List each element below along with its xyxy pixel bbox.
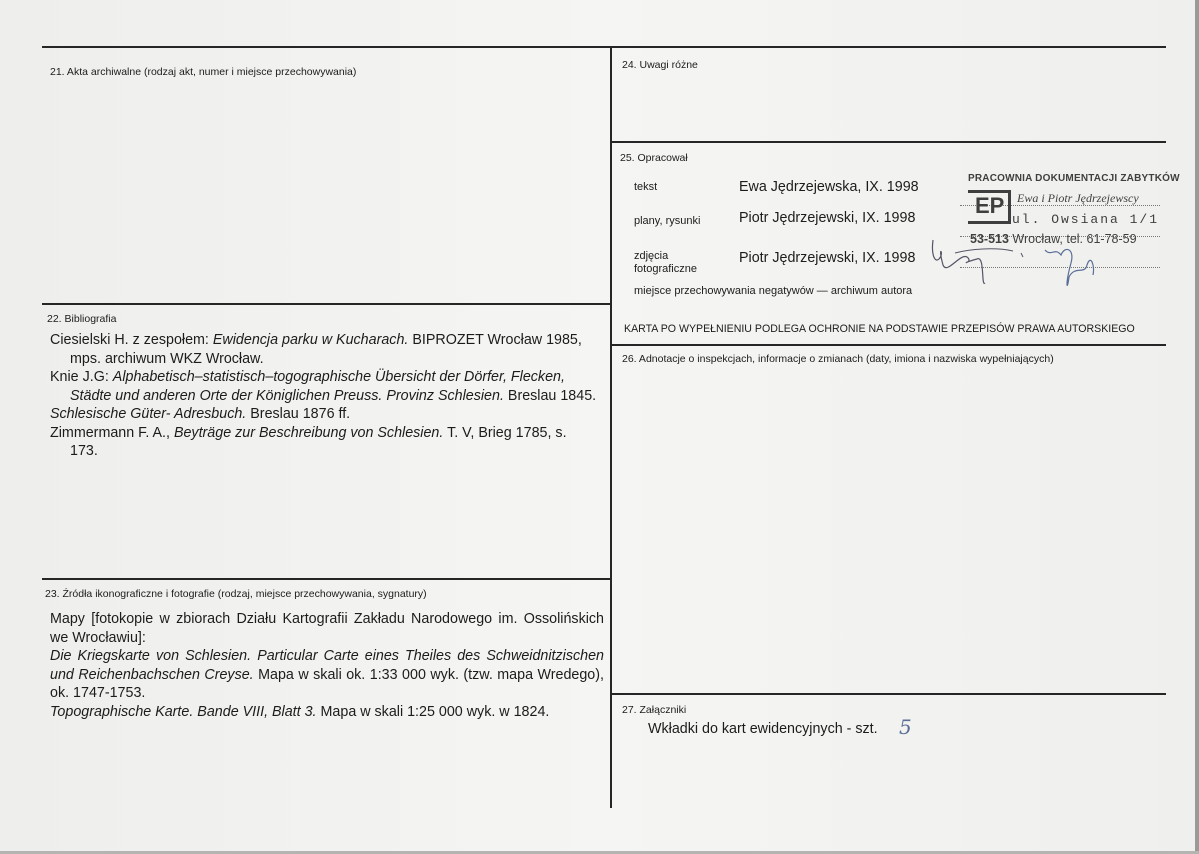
- tekst-label: tekst: [634, 181, 658, 193]
- stamp-title: PRACOWNIA DOKUMENTACJI ZABYTKÓW: [968, 173, 1180, 184]
- section-22-label: 22. Bibliografia: [47, 313, 117, 325]
- stamp-city-tel: Wrocław, tel. 61-78-59: [1008, 232, 1137, 246]
- bib-title: Beyträge zur Beschreibung von Schlesien.: [173, 424, 444, 441]
- rule-22-23: [42, 578, 610, 580]
- stamp-names: Ewa i Piotr Jędrzejewscy: [1017, 191, 1139, 205]
- signature-icon: [925, 235, 1125, 295]
- bib-details: Breslau 1845.: [503, 387, 597, 404]
- zdjecia-label: [634, 250, 697, 276]
- section-27-label: 27. Załączniki: [622, 704, 687, 716]
- section-21-label: 21. Akta archiwalne (rodzaj akt, numer i miejsce przechowywania): [50, 66, 357, 78]
- bib-author: Zimmermann F. A.,: [50, 424, 174, 441]
- map-details: Mapa w skali 1:25 000 wyk. w 1824.: [316, 703, 550, 720]
- tekst-value: Ewa Jędrzejewska, IX. 1998: [739, 179, 919, 195]
- bib-author: Ciesielski H. z zespołem:: [50, 332, 213, 348]
- map-title: Die Kriegskarte von Schlesien. Particular Carte eines Theiles des Schweidnitzischen und Reichenbachschen Creyse.: [50, 648, 604, 683]
- iconography-entry: [50, 647, 604, 703]
- bibliography-entry: [50, 331, 598, 368]
- bibliography-list: [50, 331, 598, 461]
- stamp-logo-icon: [968, 190, 1011, 224]
- iconography-entry: Mapy [fotokopie w zbiorach Działu Kartografii Zakładu Narodowego im. Ossolińskich we Wrocławiu]:: [50, 611, 604, 646]
- map-title: Topographische Karte. Bande VIII, Blatt 3.: [50, 703, 317, 720]
- attachments-value: Wkładki do kart ewidencyjnych - szt.: [648, 721, 878, 737]
- zdjecia-value: Piotr Jędrzejewski, IX. 1998: [739, 250, 916, 266]
- section-24-label: 24. Uwagi różne: [622, 59, 698, 71]
- iconography-text: [50, 610, 604, 721]
- bib-details: BIPROZET Wrocław 1985, mps. archiwum WKZ Wrocław.: [70, 332, 582, 367]
- negatives-location: miejsce przechowywania negatywów — archiwum autora: [634, 285, 913, 297]
- rule-26-27: [612, 693, 1166, 695]
- bibliography-entry: [50, 405, 598, 424]
- bibliography-entry: [50, 368, 598, 405]
- section-25-label: 25. Opracował: [620, 152, 688, 164]
- bib-details: Breslau 1876 ff.: [246, 406, 351, 422]
- section-23-label: 23. Źródła ikonograficzne i fotografie (rodzaj, miejsce przechowywania, sygnatury): [45, 588, 427, 600]
- plany-label: plany, rysunki: [634, 215, 701, 227]
- section-26-label: 26. Adnotacje o inspekcjach, informacje o zmianach (daty, imiona i nazwiska wypełniających): [622, 353, 1054, 365]
- map-details: Mapa w skali ok. 1:33 000 wyk. (tzw. mapa Wredego), ok. 1747-1753.: [50, 666, 604, 701]
- rule-24-25: [612, 141, 1166, 143]
- plany-value: Piotr Jędrzejewski, IX. 1998: [739, 210, 916, 226]
- top-rule: [42, 46, 1166, 48]
- stamp-street: ul. Owsiana 1/1: [1012, 212, 1160, 227]
- rule-21-22: [42, 303, 610, 305]
- iconography-entry: [50, 703, 604, 722]
- copyright-notice: KARTA PO WYPEŁNIENIU PODLEGA OCHRONIE NA PODSTAWIE PRZEPISÓW PRAWA AUTORSKIEGO: [624, 323, 1135, 335]
- zdjecia-label-line1: zdjęcia: [634, 250, 669, 262]
- stamp-logo-text: EP: [975, 193, 1005, 218]
- stamp-zip: 53-513: [970, 232, 1009, 246]
- bib-title: Schlesische Güter- Adresbuch.: [50, 406, 247, 422]
- bib-details: T. V, Brieg 1785, s. 173.: [70, 424, 567, 459]
- paper-edge: [1195, 0, 1199, 854]
- attachments-count: 5: [899, 715, 912, 739]
- bib-author: Knie J.G:: [50, 369, 113, 385]
- bib-title: Alphabetisch–statistisch–togographische Übersicht der Dörfer, Flecken, Städte und anderen Orte der Königlichen Preuss. Provinz Schlesien.: [70, 369, 565, 404]
- bib-title: Ewidencja parku w Kucharach.: [212, 332, 409, 348]
- bibliography-entry: [50, 424, 598, 461]
- rule-25-26: [612, 344, 1166, 346]
- zdjecia-label-line2: fotograficzne: [634, 263, 697, 275]
